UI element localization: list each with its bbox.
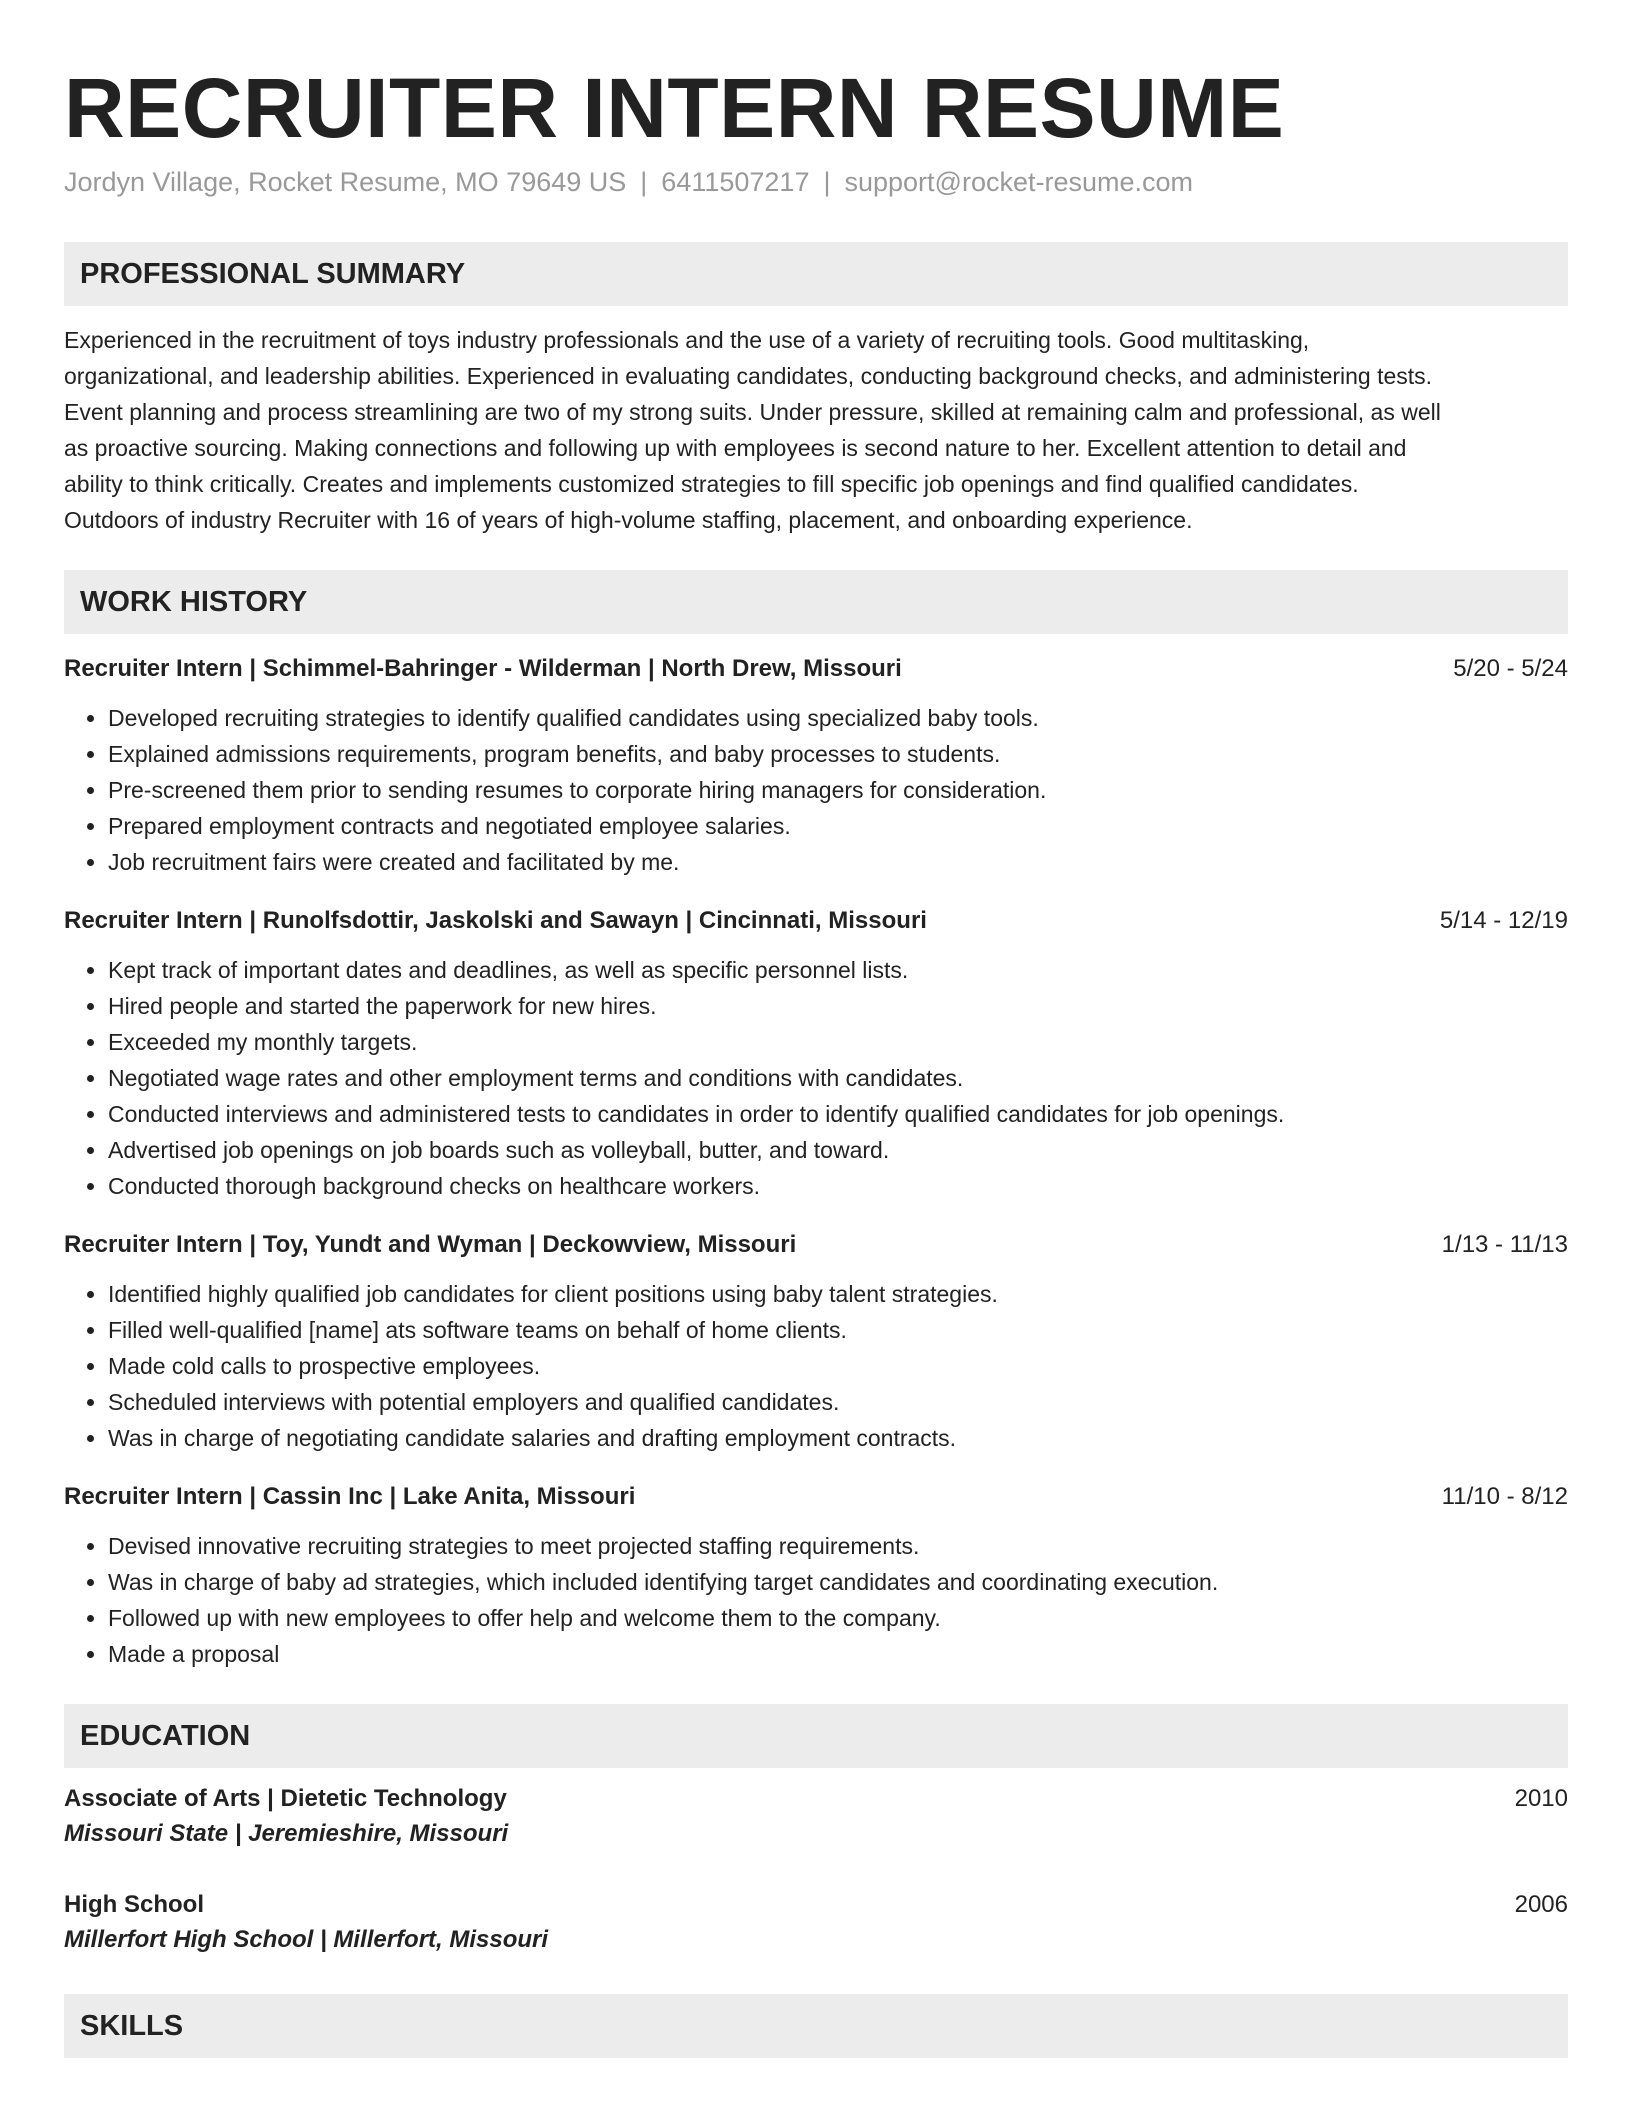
education-degree: Associate of Arts | Dietetic Technology <box>64 1785 507 1812</box>
resume-title: RECRUITER INTERN RESUME <box>64 61 1285 155</box>
job-header <box>64 904 1568 938</box>
job-bullet: • Pre-screened them prior to sending resumes to corporate hiring managers for consideration. <box>108 772 1568 808</box>
job-bullet: • Scheduled interviews with potential employers and qualified candidates. <box>108 1384 1568 1420</box>
job-header <box>64 1228 1568 1262</box>
section-header-summary: PROFESSIONAL SUMMARY <box>64 242 1568 306</box>
job-entry <box>64 1228 1568 1456</box>
education-header <box>64 1782 1568 1816</box>
job-bullet: • Explained admissions requirements, program benefits, and baby processes to students. <box>108 736 1568 772</box>
job-bullet: • Devised innovative recruiting strategies to meet projected staffing requirements. <box>108 1528 1568 1564</box>
summary-line: ability to think critically. Creates and implements customized strategies to fill specific job openings and find qualified candidates. <box>64 471 1359 497</box>
education-school: Missouri State | Jeremieshire, Missouri <box>64 1820 509 1847</box>
job-title: Recruiter Intern | Schimmel-Bahringer - Wilderman | North Drew, Missouri <box>64 655 902 682</box>
job-bullets <box>64 1276 1568 1456</box>
education-year: 2010 <box>1514 1785 1568 1812</box>
job-bullet: • Prepared employment contracts and negotiated employee salaries. <box>108 808 1568 844</box>
job-bullet: • Filled well-qualified [name] ats software teams on behalf of home clients. <box>108 1312 1568 1348</box>
job-bullet: • Kept track of important dates and deadlines, as well as specific personnel lists. <box>108 952 1568 988</box>
job-dates: 1/13 - 11/13 <box>1441 1231 1568 1258</box>
education-degree: High School <box>64 1891 204 1918</box>
summary-line: as proactive sourcing. Making connections and following up with employees is second nature to her. Excellent attention to detail and <box>64 435 1407 461</box>
resume-page <box>64 0 1568 2058</box>
job-bullet: • Was in charge of negotiating candidate salaries and drafting employment contracts. <box>108 1420 1568 1456</box>
contact-phone: 6411507217 <box>661 167 810 197</box>
summary-line: organizational, and leadership abilities. Experienced in evaluating candidates, conducting background checks, and administering tests. <box>64 363 1433 389</box>
summary-line: Experienced in the recruitment of toys industry professionals and the use of a variety of recruiting tools. Good multitasking, <box>64 327 1310 353</box>
job-bullet: • Job recruitment fairs were created and facilitated by me. <box>108 844 1568 880</box>
job-title: Recruiter Intern | Runolfsdottir, Jaskolski and Sawayn | Cincinnati, Missouri <box>64 907 927 934</box>
job-entry <box>64 652 1568 880</box>
job-bullet: • Followed up with new employees to offer help and welcome them to the company. <box>108 1600 1568 1636</box>
summary-line: Event planning and process streamlining are two of my strong suits. Under pressure, skilled at remaining calm and professional, as well <box>64 399 1441 425</box>
job-bullet: • Exceeded my monthly targets. <box>108 1024 1568 1060</box>
job-header <box>64 1480 1568 1514</box>
job-header <box>64 652 1568 686</box>
job-bullets <box>64 952 1568 1204</box>
section-header-skills: SKILLS <box>64 1994 1568 2058</box>
section-header-education: EDUCATION <box>64 1704 1568 1768</box>
job-bullet: • Conducted interviews and administered tests to candidates in order to identify qualified candidates for job openings. <box>108 1096 1568 1132</box>
job-bullet: • Was in charge of baby ad strategies, which included identifying target candidates and coordinating execution. <box>108 1564 1568 1600</box>
job-entry <box>64 1480 1568 1672</box>
contact-address: Jordyn Village, Rocket Resume, MO 79649 US <box>64 167 627 197</box>
summary-text <box>64 322 1568 538</box>
job-bullet: • Conducted thorough background checks on healthcare workers. <box>108 1168 1568 1204</box>
job-bullet: • Advertised job openings on job boards such as volleyball, butter, and toward. <box>108 1132 1568 1168</box>
job-bullet: • Made cold calls to prospective employees. <box>108 1348 1568 1384</box>
job-dates: 5/20 - 5/24 <box>1453 655 1568 682</box>
job-bullet: • Negotiated wage rates and other employment terms and conditions with candidates. <box>108 1060 1568 1096</box>
education-header <box>64 1888 1568 1922</box>
job-bullet: • Developed recruiting strategies to identify qualified candidates using specialized baby tools. <box>108 700 1568 736</box>
job-bullet: • Hired people and started the paperwork for new hires. <box>108 988 1568 1024</box>
contact-line <box>64 164 1568 200</box>
education-entry <box>64 1782 1568 1852</box>
job-bullet: • Identified highly qualified job candidates for client positions using baby talent strategies. <box>108 1276 1568 1312</box>
job-bullets <box>64 1528 1568 1672</box>
job-entry <box>64 904 1568 1204</box>
job-dates: 5/14 - 12/19 <box>1439 907 1568 934</box>
summary-line: Outdoors of industry Recruiter with 16 of years of high-volume staffing, placement, and onboarding experience. <box>64 507 1193 533</box>
section-header-work-history: WORK HISTORY <box>64 570 1568 634</box>
contact-email: support@rocket-resume.com <box>844 167 1194 197</box>
job-title: Recruiter Intern | Toy, Yundt and Wyman | Deckowview, Missouri <box>64 1231 797 1258</box>
job-bullet: • Made a proposal <box>108 1636 1568 1672</box>
education-school: Millerfort High School | Millerfort, Missouri <box>64 1926 549 1953</box>
job-title: Recruiter Intern | Cassin Inc | Lake Anita, Missouri <box>64 1483 636 1510</box>
education-entry <box>64 1888 1568 1958</box>
job-dates: 11/10 - 8/12 <box>1441 1483 1568 1510</box>
contact-separator: | <box>823 167 831 197</box>
contact-separator: | <box>640 167 648 197</box>
education-year: 2006 <box>1514 1891 1568 1918</box>
job-bullets <box>64 700 1568 880</box>
